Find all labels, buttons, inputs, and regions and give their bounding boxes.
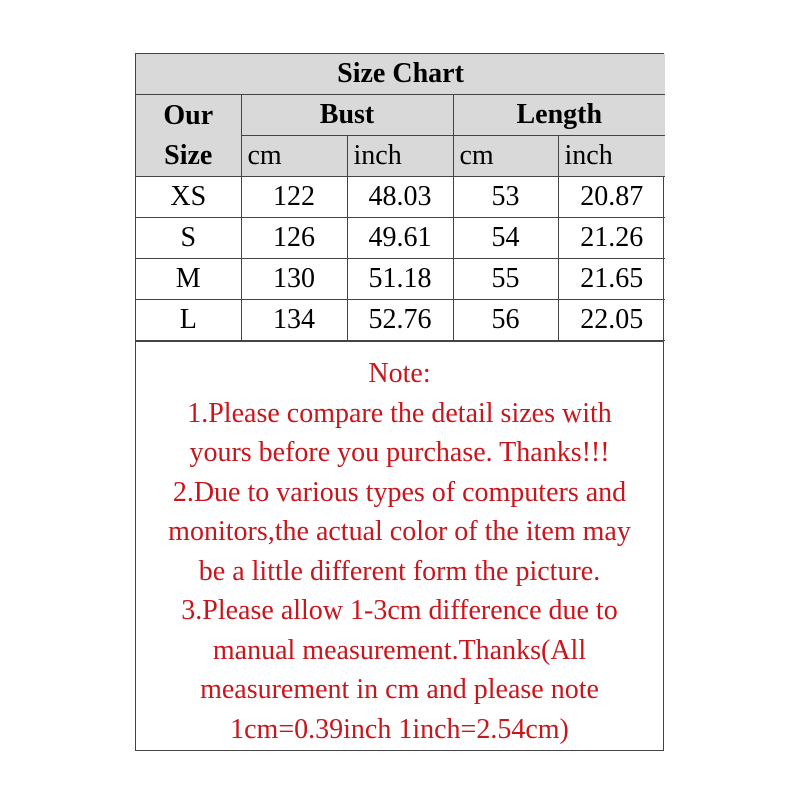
bust-cm-cell: 122 xyxy=(241,177,347,218)
length-inch-header: inch xyxy=(558,136,665,177)
our-size-line2: Size xyxy=(164,139,213,171)
length-inch-cell: 21.65 xyxy=(558,259,665,300)
note-line: measurement in cm and please note xyxy=(200,674,599,705)
note-heading: Note: xyxy=(368,358,431,389)
size-table xyxy=(136,54,665,341)
bust-inch-cell: 52.76 xyxy=(347,300,453,341)
note-line: 1cm=0.39inch 1inch=2.54cm) xyxy=(230,713,569,745)
bust-cm-cell: 126 xyxy=(241,218,347,259)
note-line: manual measurement.Thanks(All xyxy=(212,634,587,666)
size-cell: XS xyxy=(136,177,241,218)
length-inch-cell: 21.26 xyxy=(558,218,665,259)
note-section xyxy=(136,341,663,749)
note-line: 3.Please allow 1-3cm difference due to xyxy=(181,595,618,626)
length-inch-cell: 22.05 xyxy=(558,300,665,341)
bust-inch-cell: 48.03 xyxy=(347,177,453,218)
note-line: yours before you purchase. Thanks!!! xyxy=(189,437,610,468)
our-size-line1: Our xyxy=(163,99,214,131)
note-line: 1.Please compare the detail sizes with xyxy=(187,397,612,429)
title-row xyxy=(136,54,665,95)
bust-header: Bust xyxy=(241,95,453,136)
length-cm-cell: 54 xyxy=(453,218,558,259)
size-cell: L xyxy=(136,300,241,341)
length-cm-header: cm xyxy=(453,136,558,177)
table-row xyxy=(136,218,665,259)
length-cm-cell: 56 xyxy=(453,300,558,341)
bust-inch-cell: 51.18 xyxy=(347,259,453,300)
note-line: 2.Due to various types of computers and xyxy=(172,476,627,508)
table-row xyxy=(136,259,665,300)
bust-cm-cell: 134 xyxy=(241,300,347,341)
our-size-header xyxy=(136,95,241,177)
size-cell: S xyxy=(136,218,241,259)
note-line: monitors,the actual color of the item may xyxy=(168,516,631,547)
length-header: Length xyxy=(453,95,665,136)
length-cm-cell: 53 xyxy=(453,177,558,218)
length-cm-cell: 55 xyxy=(453,259,558,300)
bust-cm-header: cm xyxy=(241,136,347,177)
table-row xyxy=(136,177,665,218)
note-line: be a little different form the picture. xyxy=(198,555,601,587)
group-header-row xyxy=(136,95,665,136)
length-inch-cell: 20.87 xyxy=(558,177,665,218)
bust-cm-cell: 130 xyxy=(241,259,347,300)
table-row xyxy=(136,300,665,341)
bust-inch-cell: 49.61 xyxy=(347,218,453,259)
size-chart xyxy=(135,53,664,751)
chart-title: Size Chart xyxy=(136,54,665,95)
bust-inch-header: inch xyxy=(347,136,453,177)
size-cell: M xyxy=(136,259,241,300)
